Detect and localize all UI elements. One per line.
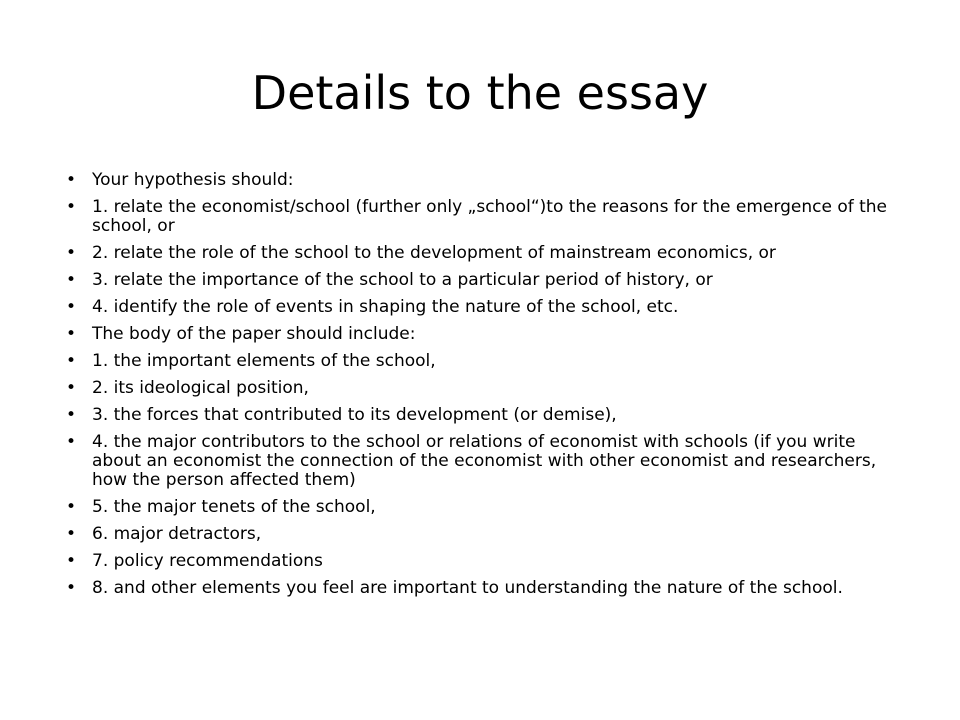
bullet-dot-icon: •: [65, 378, 77, 398]
bullet-dot-icon: •: [65, 324, 77, 344]
bullet-item: [64, 352, 904, 371]
bullet-dot-icon: •: [65, 578, 77, 598]
bullet-item: [64, 579, 904, 598]
bullet-text: 4. identify the role of events in shaping the nature of the school, etc.: [92, 297, 679, 317]
bullet-dot-icon: •: [65, 524, 77, 544]
bullet-item: [64, 379, 904, 398]
bullet-list: [64, 171, 904, 606]
bullet-item: [64, 244, 904, 263]
bullet-text: 3. relate the importance of the school to a particular period of history, or: [92, 270, 713, 290]
bullet-item: [64, 433, 904, 490]
bullet-dot-icon: •: [65, 270, 77, 290]
bullet-dot-icon: •: [65, 170, 77, 190]
bullet-dot-icon: •: [65, 551, 77, 571]
bullet-text: 4. the major contributors to the school or relations of economist with schools (if you write about an economist the connection of the economist with other economist and researchers, how the person affected them): [92, 432, 877, 490]
bullet-text: 7. policy recommendations: [92, 551, 323, 571]
bullet-dot-icon: •: [65, 405, 77, 425]
bullet-text: 2. its ideological position,: [92, 378, 309, 398]
bullet-text: 5. the major tenets of the school,: [92, 497, 376, 517]
bullet-text: 1. the important elements of the school,: [92, 351, 436, 371]
bullet-item: [64, 271, 904, 290]
bullet-text: Your hypothesis should:: [92, 170, 294, 190]
bullet-text: 8. and other elements you feel are important to understanding the nature of the school.: [92, 578, 843, 598]
bullet-dot-icon: •: [65, 351, 77, 371]
bullet-dot-icon: •: [65, 243, 77, 263]
bullet-item: [64, 298, 904, 317]
bullet-item: [64, 198, 904, 236]
bullet-item: [64, 498, 904, 517]
bullet-text: 1. relate the economist/school (further only „school“)to the reasons for the emergence of the school, or: [92, 197, 888, 236]
bullet-dot-icon: •: [65, 197, 77, 217]
bullet-item: [64, 525, 904, 544]
bullet-text: The body of the paper should include:: [92, 324, 416, 344]
bullet-text: 6. major detractors,: [92, 524, 262, 544]
bullet-dot-icon: •: [65, 497, 77, 517]
bullet-dot-icon: •: [65, 297, 77, 317]
bullet-item: [64, 552, 904, 571]
bullet-dot-icon: •: [65, 432, 77, 452]
bullet-item: [64, 171, 904, 190]
bullet-text: 3. the forces that contributed to its development (or demise),: [92, 405, 617, 425]
slide-title: Details to the essay: [251, 66, 709, 120]
bullet-text: 2. relate the role of the school to the development of mainstream economics, or: [92, 243, 776, 263]
bullet-item: [64, 325, 904, 344]
bullet-item: [64, 406, 904, 425]
